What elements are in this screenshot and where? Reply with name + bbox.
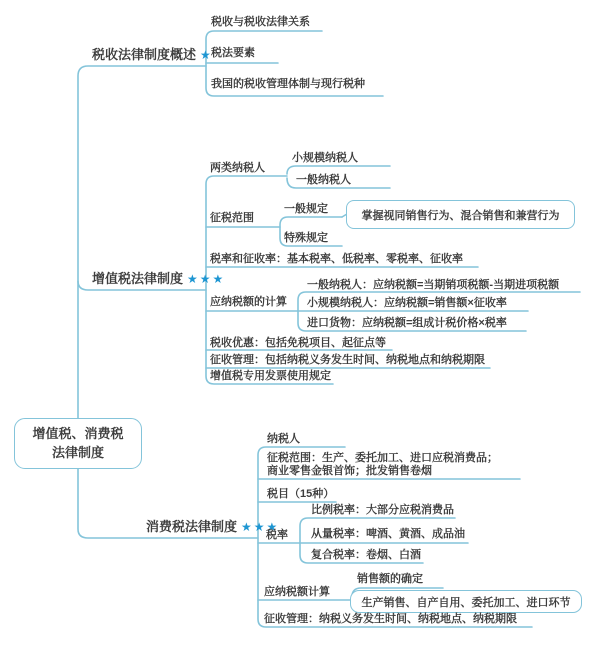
node-overview-label: 税收法律制度概述	[92, 47, 197, 62]
node-small-scale-taxpayer: 小规模纳税人	[292, 152, 358, 164]
consumption-scope-line2: 商业零售金银首饰；批发销售卷烟	[267, 465, 432, 478]
node-scope-special-rule: 特殊规定	[284, 232, 328, 244]
node-consumption-calc: 应纳税额计算	[264, 586, 330, 598]
node-consumption-items: 税目（15种）	[267, 488, 335, 500]
node-tax-admin-system: 我国的税收管理体制与现行税种	[211, 78, 365, 90]
consumption-scope-line1: 征税范围：生产、委托加工、进口应税消费品；	[267, 452, 498, 464]
node-consumption-label: 消费税法律制度	[146, 519, 238, 534]
links-box	[350, 590, 582, 613]
node-vat-scope: 征税范围	[210, 212, 254, 224]
node-general-taxpayer: 一般纳税人	[296, 174, 351, 186]
root-title-line1: 增值税、消费税	[32, 426, 124, 442]
node-overview	[92, 48, 213, 63]
node-calc-general: 一般纳税人：应纳税额=当期销项税额-当期进项税额	[307, 279, 560, 291]
note-box-text: 掌握视同销售行为、混合销售和兼营行为	[361, 209, 560, 222]
node-rate-compound: 复合税率：卷烟、白酒	[311, 549, 421, 561]
node-calc-import: 进口货物：应纳税额=组成计税价格×税率	[307, 317, 507, 329]
node-rate-quantity: 从量税率：啤酒、黄酒、成品油	[311, 528, 465, 540]
node-vat-label: 增值税法律制度	[92, 271, 184, 286]
node-consumption-rate: 税率	[266, 529, 288, 541]
node-tax-law-elements: 税法要素	[211, 47, 255, 59]
connector-trunk-top	[78, 66, 206, 418]
node-consumption	[146, 520, 279, 535]
node-vat-rates: 税率和征收率：基本税率、低税率、零税率、征收率	[210, 253, 463, 265]
node-consumption-scope	[267, 452, 498, 478]
star-icons: ★★★	[241, 520, 280, 534]
links-box-text: 生产销售、自产自用、委托加工、进口环节	[361, 596, 571, 609]
node-vat-calc: 应纳税额的计算	[210, 296, 287, 308]
star-icons: ★★★	[187, 272, 226, 286]
node-vat-invoice: 增值税专用发票使用规定	[210, 370, 331, 382]
node-rate-proportional: 比例税率：大部分应税消费品	[311, 504, 454, 516]
root-title-line2: 法律制度	[51, 444, 104, 460]
node-scope-general-rule: 一般规定	[284, 203, 328, 215]
node-vat	[92, 272, 225, 287]
note-box	[346, 200, 575, 229]
star-icon: ★	[200, 48, 213, 62]
node-consumption-taxpayer: 纳税人	[267, 433, 300, 445]
node-vat-preference: 税收优惠：包括免税项目、起征点等	[210, 337, 386, 349]
node-consumption-admin: 征收管理：纳税义务发生时间、纳税地点、纳税期限	[264, 613, 517, 625]
node-two-taxpayer-types: 两类纳税人	[210, 162, 265, 174]
node-tax-legal-relation: 税收与税收法律关系	[211, 16, 310, 28]
connector-taxpayers-small	[287, 166, 390, 174]
node-calc-small: 小规模纳税人：应纳税额=销售额×征收率	[307, 297, 507, 309]
node-sales-amount: 销售额的确定	[357, 573, 423, 585]
node-vat-admin: 征收管理：包括纳税义务发生时间、纳税地点和纳税期限	[210, 354, 485, 366]
root-node	[14, 418, 142, 469]
